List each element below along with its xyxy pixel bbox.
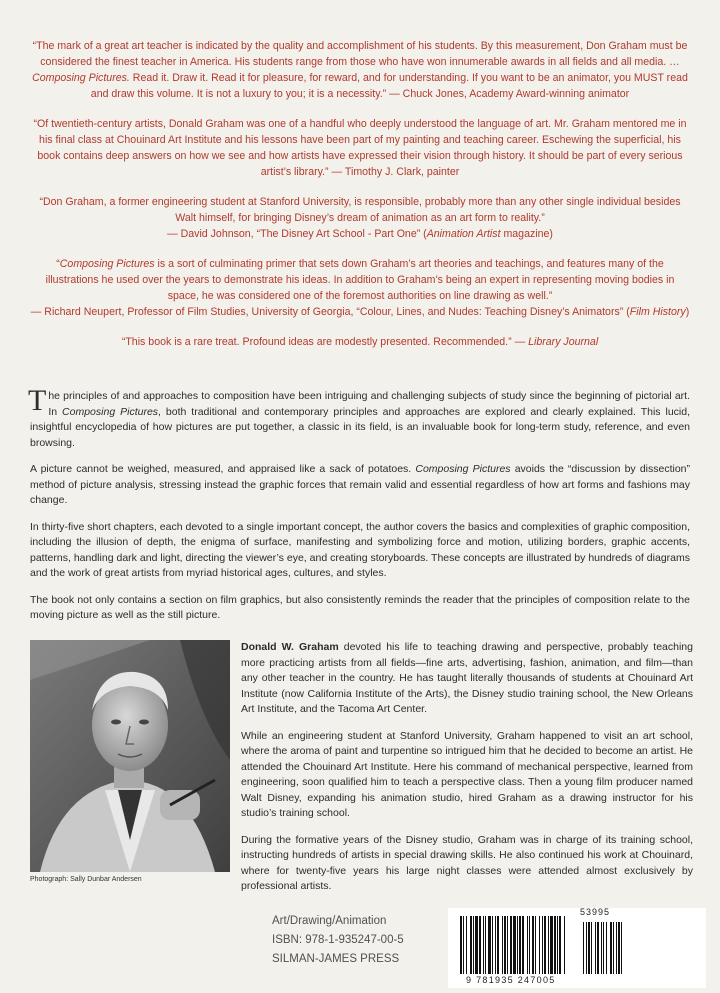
quote-title-italic: Composing Pictures bbox=[59, 258, 155, 270]
description-paragraph-1 bbox=[28, 384, 690, 451]
quote-attribution-end: ) bbox=[685, 306, 690, 318]
quote-library-journal bbox=[30, 334, 690, 350]
quote-text: “Don Graham, a former engineering student at Stanford University, is responsible, probably more than any other single individual besides Walt himself, for bringing Disney’s dream of animation as an art form to reality.” bbox=[39, 196, 681, 224]
description-paragraph-2 bbox=[30, 462, 690, 509]
author-photo bbox=[30, 640, 230, 872]
description-text: avoids the “discussion by dissection” method of picture analysis, stressing instead the graphic forces that remain valid and essential regardless of how art forms and fashions may change. bbox=[30, 463, 691, 506]
book-description bbox=[28, 384, 691, 635]
quote-attribution: — Richard Neupert, Professor of Film Studies, University of Georgia, “Colour, Lines, and Nudes: Teaching Disney’s Animators” ( bbox=[30, 306, 630, 318]
quote-attribution: — David Johnson, “The Disney Art School - Part One” ( bbox=[167, 228, 427, 240]
quote-attribution: — Timothy J. Clark, painter bbox=[328, 166, 460, 178]
quote-text: “ bbox=[56, 258, 60, 270]
description-text: , both traditional and contemporary principles and approaches are explored and clearly explained. This lucid, insightful encyclopedia of how pictures are put together, a classic in its field, is an invaluable book for long-term study, reference, and even browsing. bbox=[30, 405, 690, 449]
publisher-label: SILMAN-JAMES PRESS bbox=[272, 953, 400, 965]
drop-cap: T bbox=[28, 384, 47, 417]
book-meta bbox=[272, 912, 452, 969]
bio-text: devoted his life to teaching drawing and perspective, probably teaching more practicing artists from all fields—fine arts, advertising, fashion, animation, and film—than any other teacher in the country. He has taught literally thousands of students at Chouinard Art Institute (now California Institute of the Arts), the Disney studio training school, the New Orleans Art Institute, and the Tacoma Art Center. bbox=[241, 641, 693, 715]
description-text: A picture cannot be weighed, measured, and appraised like a sack of potatoes. bbox=[30, 463, 416, 475]
book-title-italic: Composing Pictures bbox=[62, 405, 159, 418]
author-portrait-image bbox=[30, 640, 230, 872]
description-text: he principles of and approaches to composition have been intriguing and challenging subjects of study since the beginning of pictorial art. In bbox=[48, 390, 690, 418]
description-paragraph-4: The book not only contains a section on film graphics, but also consistently reminds the reader that the principles of composition relate to the moving picture as well as the still picture. bbox=[30, 593, 690, 621]
author-bio bbox=[241, 640, 693, 906]
quote-text: “This book is a rare treat. Profound ideas are modestly presented. Recommended.” bbox=[121, 336, 512, 348]
quote-attribution: — Chuck Jones, Academy Award-winning animator bbox=[386, 88, 630, 100]
quote-source-italic: Film History bbox=[629, 306, 686, 318]
quote-text: Read it. Draw it. Read it for pleasure, for reward, and for understanding. If you want to be an animator, you MUST read and draw this volume. It is not a luxury to you; it is a necessity.” bbox=[90, 72, 688, 100]
quote-timothy-clark bbox=[30, 116, 690, 180]
bio-paragraph-3: During the formative years of the Disney studio, Graham was in charge of its training school, instructing hundreds of artists in special drawing skills. He also continued his work at Chouinard, where for twenty-five years his large night classes were attended almost exclusively by professional artists. bbox=[241, 833, 693, 892]
quote-attribution-end: magazine) bbox=[500, 228, 553, 240]
bio-paragraph-1 bbox=[241, 640, 693, 718]
book-title-italic: Composing Pictures bbox=[415, 463, 511, 475]
isbn-label: ISBN: 978-1-935247-00-5 bbox=[272, 934, 404, 946]
quote-text: “Of twentieth-century artists, Donald Graham was one of a handful who deeply understood the language of art. Mr. Graham mentored me in his final class at Chouinard Art Institute and his lessons have been part of my painting and teaching career. Eschewing the superficial, his book contains deep answers on how we see and how artists have expressed their vision through history. It should be part of every serious artist’s library.” bbox=[33, 118, 687, 178]
quote-text: “The mark of a great art teacher is indicated by the quality and accomplishment of his students. By this measurement, Don Graham must be considered the finest teacher in America. His students range from those who have won innumerable awards in all fields and all media. … bbox=[32, 40, 688, 68]
photo-caption: Photograph: Sally Dunbar Andersen bbox=[30, 876, 142, 883]
praise-quotes bbox=[30, 38, 690, 364]
barcode-digits: 9 781935 247005 bbox=[466, 975, 556, 985]
quote-david-johnson bbox=[30, 194, 690, 242]
quote-attribution: — bbox=[511, 336, 529, 348]
quote-text: is a sort of culminating primer that sets down Graham’s art theories and teachings, and features many of the illustrations he used over the years to demonstrate his ideas. In addition to Graham’s being an expert in representing moving bodies in space, he was considered one of the foremost authorities on line drawing as well.” bbox=[45, 258, 675, 302]
bio-paragraph-2: While an engineering student at Stanford University, Graham happened to visit an art school, where the aroma of paint and turpentine so intrigued him that he decided to become an artist. He attended the Chouinard Art Institute. Here his command of mechanical perspective, learned from engineering, soon qualified him to teach a perspective class. Then a young film producer named Walt Disney, expanding his animation studio, hired Graham as a drawing instructor for his studio’s training school. bbox=[241, 729, 693, 819]
quote-source-italic: Animation Artist bbox=[426, 228, 501, 240]
quote-source-italic: Library Journal bbox=[528, 336, 599, 348]
quote-title-italic: Composing Pictures. bbox=[32, 72, 130, 84]
price-code: 53995 bbox=[580, 907, 611, 917]
author-name: Donald W. Graham bbox=[241, 641, 339, 653]
quote-richard-neupert bbox=[30, 256, 690, 320]
quote-chuck-jones bbox=[30, 38, 690, 102]
description-paragraph-3: In thirty-five short chapters, each devoted to a single important concept, the author covers the basics and complexities of graphic composition, including the illusion of depth, the enigma of surface, manifesting and symbolizing force and motion, utilizing borders, graphic accents, patterns, handling dark and light, directing the viewer’s eye, and creating storyboards. These concepts are illustrated by hundreds of diagrams and the work of great artists from myriad historical ages, cultures, and styles. bbox=[30, 520, 690, 579]
category-label: Art/Drawing/Animation bbox=[272, 915, 387, 927]
